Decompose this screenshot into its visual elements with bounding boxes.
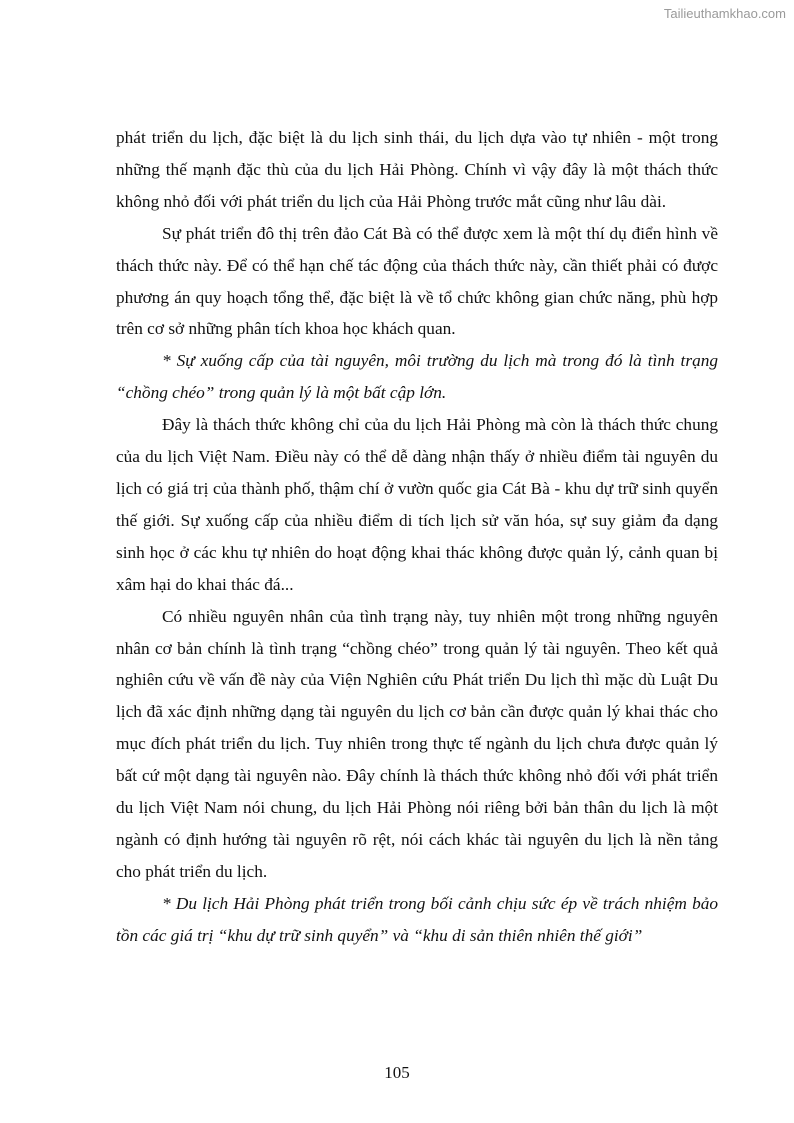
page-number: 105 (384, 1063, 410, 1082)
paragraph-continuation: phát triển du lịch, đặc biệt là du lịch sinh thái, du lịch dựa vào tự nhiên - một trong những thế mạnh đặc thù của du lịch Hải Phòng. Chính vì vậy đây là một thách thức không nhỏ đối với phát triển du lịch của Hải Phòng trước mắt cũng như lâu dài. (116, 128, 718, 211)
paragraph-national-challenge: Đây là thách thức không chỉ của du lịch Hải Phòng mà còn là thách thức chung của du lịch Việt Nam. Điều này có thể dễ dàng nhận thấy ở nhiều điểm tài nguyên du lịch có giá trị của thành phố, thậm chí ở vườn quốc gia Cát Bà - khu dự trữ sinh quyển thế giới. Sự xuống cấp của nhiều điểm di tích lịch sử văn hóa, sự suy giảm đa dạng sinh học ở các khu tự nhiên do hoạt động khai thác không được quản lý, cảnh quan bị xâm hại do khai thác đá... (116, 415, 718, 594)
paragraph-causes: Có nhiều nguyên nhân của tình trạng này, tuy nhiên một trong những nguyên nhân cơ bản chính là tình trạng “chồng chéo” trong quản lý tài nguyên. Theo kết quả nghiên cứu về vấn đề này của Viện Nghiên cứu Phát triển Du lịch thì mặc dù Luật Du lịch đã xác định những dạng tài nguyên du lịch cơ bản cần được quản lý khai thác cho mục đích phát triển du lịch. Tuy nhiên trong thực tế ngành du lịch chưa được quản lý bất cứ một dạng tài nguyên nào. Đây chính là thách thức không nhỏ đối với phát triển du lịch Việt Nam nói chung, du lịch Hải Phòng nói riêng bởi bản thân du lịch là một ngành có định hướng tài nguyên rõ rệt, nói cách khác tài nguyên du lịch là nền tảng cho phát triển du lịch. (116, 606, 718, 881)
section-heading-conservation-pressure: * Du lịch Hải Phòng phát triển trong bối cảnh chịu sức ép về trách nhiệm bảo tồn các giá trị “khu dự trữ sinh quyển” và “khu di sản thiên nhiên thế giới” (116, 893, 718, 945)
document-body (116, 122, 718, 952)
section-heading-resource-degradation: * Sự xuống cấp của tài nguyên, môi trường du lịch mà trong đó là tình trạng “chồng chéo” trong quản lý là một bất cập lớn. (116, 351, 718, 403)
watermark-text: Tailieuthamkhao.com (663, 6, 786, 21)
paragraph-cat-ba-example: Sự phát triển đô thị trên đảo Cát Bà có thể được xem là một thí dụ điển hình về thách thức này. Để có thể hạn chế tác động của thách thức này, cần thiết phải có được phương án quy hoạch tổng thể, đặc biệt là về tổ chức không gian chức năng, phù hợp trên cơ sở những phân tích khoa học khách quan. (116, 223, 718, 339)
